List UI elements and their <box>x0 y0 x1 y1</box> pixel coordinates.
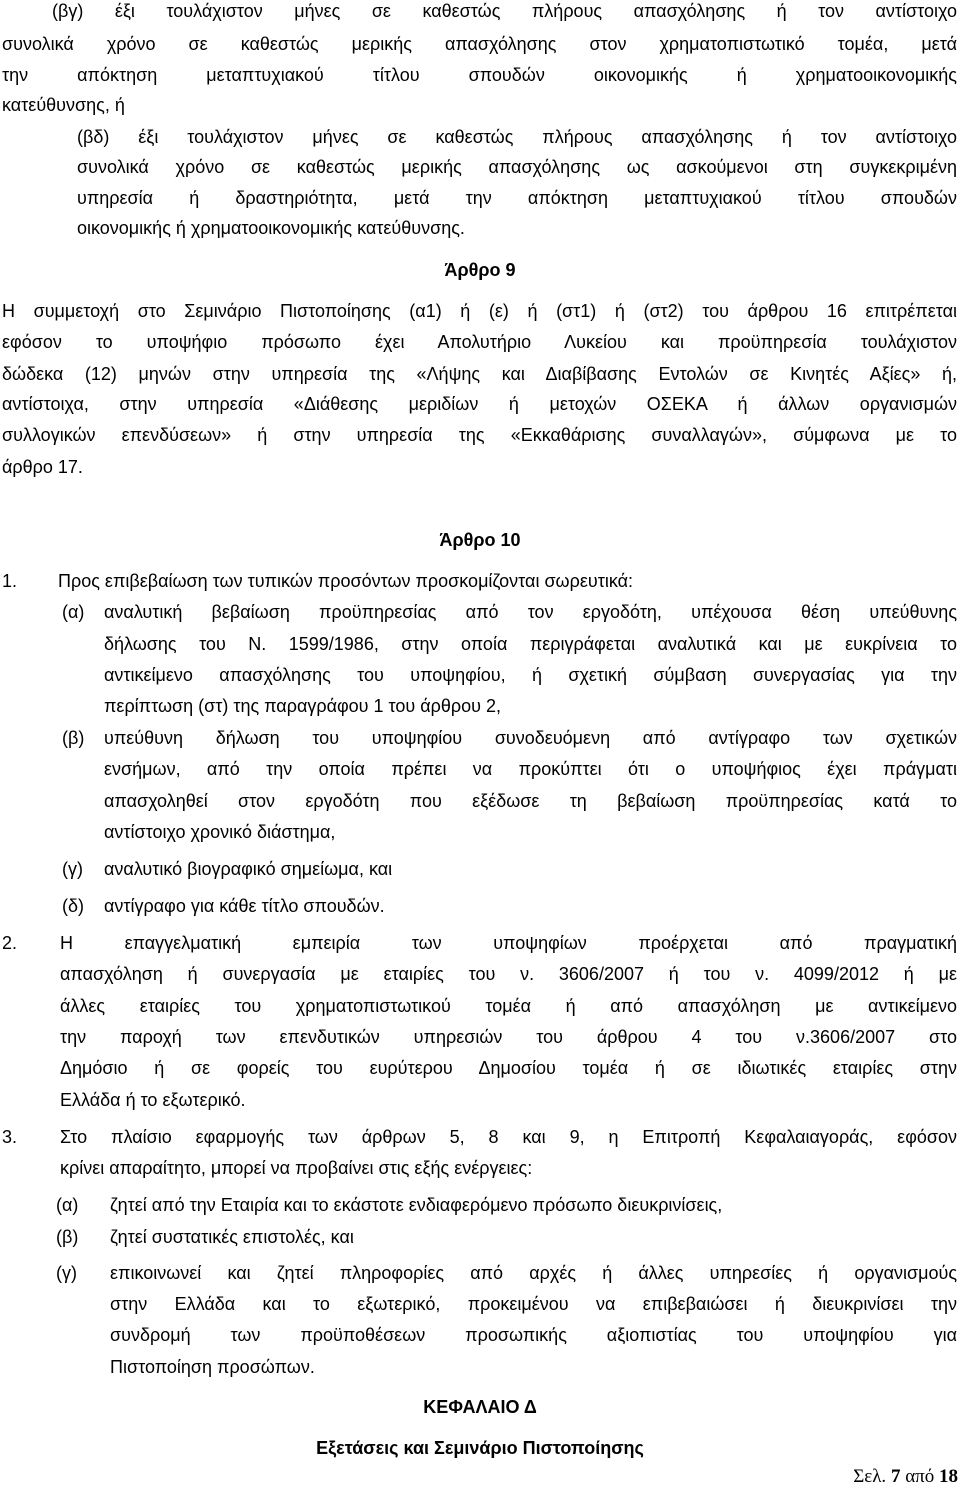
item-3a-marker: (α) <box>56 1195 79 1215</box>
item-1c-marker: (γ) <box>62 859 83 879</box>
item-2-line-6: Ελλάδα ή το εξωτερικό. <box>60 1090 246 1110</box>
item-1b-line-4: αντίστοιχο χρονικό διάστημα, <box>104 822 336 842</box>
item-3b-line-1: ζητεί συστατικές επιστολές, και <box>110 1227 354 1247</box>
item-1d-line-1: αντίγραφο για κάθε τίτλο σπουδών. <box>104 896 385 916</box>
article-9-heading: Άρθρο 9 <box>444 260 516 280</box>
item-2-line-1: Η επαγγελματική εμπειρία των υποψηφίων προέρχεται από πραγματική <box>60 933 957 953</box>
current-page: 7 <box>890 1466 901 1487</box>
item-2-line-2: απασχόληση ή συνεργασία με εταιρίες του ν. 3606/2007 ή του ν. 4099/2012 ή με <box>60 964 957 984</box>
paragraph-bg-line-2: συνολικά χρόνο σε καθεστώς μερικής απασχόλησης στον χρηματοπιστωτικό τομέα, μετά <box>2 34 957 54</box>
paragraph-bg-line-4: κατεύθυνσης, ή <box>2 95 125 115</box>
item-1d-marker: (δ) <box>62 896 85 916</box>
page-of-label: από <box>905 1466 935 1487</box>
article-9-line-1: Η συμμετοχή στο Σεμινάριο Πιστοποίησης (α1) ή (ε) ή (στ1) ή (στ2) του άρθρου 16 επιτρέπεται <box>2 301 957 321</box>
page-number <box>780 1466 958 1488</box>
item-3b-marker: (β) <box>56 1227 79 1247</box>
item-1b-marker: (β) <box>62 728 85 748</box>
item-1a-line-3: αντικείμενο απασχόλησης του υποψηφίου, ή σχετική σύμβαση συνεργασίας για την <box>104 665 957 685</box>
item-2-line-3: άλλες εταιρίες του χρηματοπιστωτικού τομέα ή από απασχόληση με αντικείμενο <box>60 996 957 1016</box>
item-3-number: 3. <box>2 1127 18 1147</box>
item-1c-line-1: αναλυτικό βιογραφικό σημείωμα, και <box>104 859 393 879</box>
page-label: Σελ. <box>853 1466 887 1487</box>
item-3c-marker: (γ) <box>56 1263 77 1283</box>
item-3-line-2: κρίνει απαραίτητο, μπορεί να προβαίνει στις εξής ενέργειες: <box>60 1158 533 1178</box>
total-pages: 18 <box>939 1466 958 1487</box>
item-1a-marker: (α) <box>62 602 85 622</box>
article-9-line-4: αντίστοιχα, στην υπηρεσία «Διάθεσης μεριδίων ή μετοχών ΟΣΕΚΑ ή άλλων οργανισμών <box>2 394 957 414</box>
paragraph-bg-line-1: (βγ) έξι τουλάχιστον μήνες σε καθεστώς πλήρους απασχόλησης ή τον αντίστοιχο <box>52 1 957 21</box>
item-3-line-1: Στο πλαίσιο εφαρμογής των άρθρων 5, 8 και 9, η Επιτροπή Κεφαλαιαγοράς, εφόσον <box>60 1127 957 1147</box>
item-1a-line-2: δήλωσης του Ν. 1599/1986, στην οποία περιγράφεται αναλυτικά και με ευκρίνεια το <box>104 634 957 654</box>
item-2-line-4: την παροχή των επενδυτικών υπηρεσιών του άρθρου 4 του ν.3606/2007 στο <box>60 1027 957 1047</box>
item-2-number: 2. <box>2 933 18 953</box>
paragraph-bd-line-3: υπηρεσία ή δραστηριότητα, μετά την απόκτηση μεταπτυχιακού τίτλου σπουδών <box>77 188 957 208</box>
article-9-line-3: δώδεκα (12) μηνών στην υπηρεσία της «Λήψης και Διαβίβασης Εντολών σε Κινητές Αξίες» ή, <box>2 364 957 384</box>
paragraph-bd-line-2: συνολικά χρόνο σε καθεστώς μερικής απασχόλησης ως ασκούμενοι στη συγκεκριμένη <box>77 157 957 177</box>
chapter-subtitle: Εξετάσεις και Σεμινάριο Πιστοποίησης <box>316 1438 644 1458</box>
item-1-number: 1. <box>2 571 18 591</box>
paragraph-bg-line-3: την απόκτηση μεταπτυχιακού τίτλου σπουδών οικονομικής ή χρηματοοικονομικής <box>2 65 957 85</box>
item-1a-line-1: αναλυτική βεβαίωση προϋπηρεσίας από τον εργοδότη, υπέχουσα θέση υπεύθυνης <box>104 602 957 622</box>
item-2-line-5: Δημόσιο ή σε φορείς του ευρύτερου Δημοσίου τομέα ή σε ιδιωτικές εταιρίες στην <box>60 1058 957 1078</box>
paragraph-bd-line-1: (βδ) έξι τουλάχιστον μήνες σε καθεστώς πλήρους απασχόλησης ή τον αντίστοιχο <box>77 127 957 147</box>
item-3c-line-1: επικοινωνεί και ζητεί πληροφορίες από αρχές ή άλλες υπηρεσίες ή οργανισμούς <box>110 1263 957 1283</box>
item-3c-line-3: συνδρομή των προϋποθέσεων προσωπικής αξιοπιστίας του υποψηφίου για <box>110 1325 957 1345</box>
chapter-title: ΚΕΦΑΛΑΙΟ Δ <box>423 1397 537 1417</box>
item-3a-line-1: ζητεί από την Εταιρία και το εκάστοτε ενδιαφερόμενο πρόσωπο διευκρινίσεις, <box>110 1195 723 1215</box>
paragraph-bd-line-4: οικονομικής ή χρηματοοικονομικής κατεύθυνσης. <box>77 218 465 238</box>
item-1b-line-1: υπεύθυνη δήλωση του υποψηφίου συνοδευόμενη από αντίγραφο των σχετικών <box>104 728 957 748</box>
article-9-line-6: άρθρο 17. <box>2 457 83 477</box>
item-1-text: Προς επιβεβαίωση των τυπικών προσόντων προσκομίζονται σωρευτικά: <box>58 571 634 591</box>
item-1b-line-3: απασχοληθεί στον εργοδότη που εξέδωσε τη βεβαίωση προϋπηρεσίας κατά το <box>104 791 957 811</box>
item-3c-line-2: στην Ελλάδα και το εξωτερικό, προκειμένου να επιβεβαιώσει ή διευκρινίσει την <box>110 1294 957 1314</box>
item-3c-line-4: Πιστοποίηση προσώπων. <box>110 1357 315 1377</box>
item-1b-line-2: ενσήμων, από την οποία πρέπει να προκύπτει ότι ο υποψήφιος έχει πράγματι <box>104 759 957 779</box>
article-9-line-2: εφόσον το υποψήφιο πρόσωπο έχει Απολυτήριο Λυκείου και προϋπηρεσία τουλάχιστον <box>2 332 957 352</box>
item-1a-line-4: περίπτωση (στ) της παραγράφου 1 του άρθρου 2, <box>104 696 502 716</box>
article-9-line-5: συλλογικών επενδύσεων» ή στην υπηρεσία της «Εκκαθάρισης συναλλαγών», σύμφωνα με το <box>2 425 957 445</box>
article-10-heading: Άρθρο 10 <box>439 530 521 550</box>
